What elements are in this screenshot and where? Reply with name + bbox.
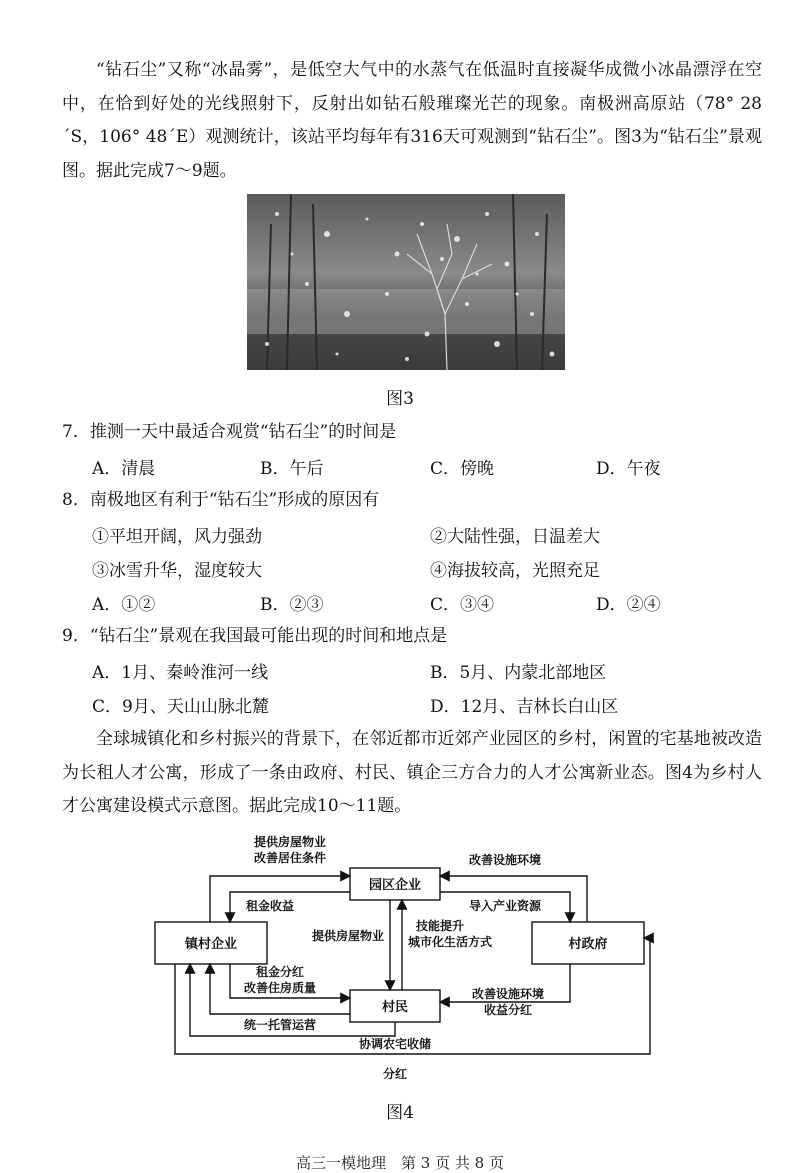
node-villagers: 村民 [381,999,409,1014]
label-import-resources: 导入产业资源 [468,899,542,913]
q9-option-c[interactable]: C．9月、天山山脉北麓 [92,697,269,717]
q9-option-b[interactable]: B．5月、内蒙北部地区 [430,663,607,683]
q7-option-d[interactable]: D．午夜 [596,459,661,479]
q8-option-b[interactable]: B．②③ [260,595,324,615]
q9-stem: 9．“钻石尘”景观在我国最可能出现的时间和地点是 [62,626,448,646]
label-unified-management: 统一托管运营 [243,1018,317,1032]
q9-option-a[interactable]: A．1月、秦岭淮河一线 [92,663,269,683]
label-revenue-dividend: 收益分红 [483,1003,533,1017]
label-improve-living: 改善居住条件 [253,851,327,865]
node-gov: 村政府 [568,936,608,951]
label-provide-property: 提供房屋物业 [253,835,327,849]
label-improve-facilities-top: 改善设施环境 [468,853,542,867]
label-improve-housing: 改善住房质量 [243,981,317,995]
label-improve-facilities-bottom: 改善设施环境 [471,987,545,1001]
q9-option-d[interactable]: D．12月、吉林长白山区 [430,697,619,717]
figure3-caption: 图3 [386,389,414,409]
label-provide-property-center: 提供房屋物业 [311,929,385,943]
q8-option-a[interactable]: A．①② [92,595,156,615]
q8-option-c[interactable]: C．③④ [430,595,495,615]
diamond-dust-photo-art [247,194,565,370]
intro-paragraph-diamond-dust: “钻石尘”又称“冰晶雾”，是低空大气中的水蒸气在低温时直接凝华成微小冰晶漂浮在空中，在恰到好处的光线照射下，反射出如钻石般璀璨光芒的现象。南极洲高原站（78° 28´S，106° 48´E）观测统计，该站平均每年有316天可观测到“钻石尘”。图3为“钻石尘”景观图。据此完成7～9题。 [62,60,762,181]
q7-stem: 7．推测一天中最适合观赏“钻石尘”的时间是 [62,422,397,442]
label-urban-lifestyle: 城市化生活方式 [407,935,493,949]
q8-stem: 8．南极地区有利于“钻石尘”形成的原因有 [62,490,380,510]
q8-statement-4: ④海拔较高，光照充足 [430,561,600,581]
q7-option-b[interactable]: B．午后 [260,459,324,479]
page-footer: 高三一模地理 第 3 页 共 8 页 [296,1154,504,1172]
q8-statement-1: ①平坦开阔，风力强劲 [92,527,262,547]
q7-option-c[interactable]: C．傍晚 [430,459,495,479]
label-dividend: 分红 [382,1067,408,1081]
q7-option-a[interactable]: A．清晨 [92,459,156,479]
node-park: 园区企业 [368,877,422,892]
figure4-caption: 图4 [386,1103,414,1123]
talent-apartment-diagram [150,826,670,1088]
intro-paragraph-talent-apartment: 全球城镇化和乡村振兴的背景下，在邻近都市近郊产业园区的乡村，闲置的宅基地被改造为长租人才公寓，形成了一条由政府、村民、镇企三方合力的人才公寓新业态。图4为乡村人才公寓建设模式示意图。据此完成10～11题。 [62,729,762,816]
label-rent-income: 租金收益 [245,899,295,913]
q8-statement-2: ②大陆性强，日温差大 [430,527,600,547]
label-coordinate-storage: 协调农宅收储 [358,1037,432,1051]
node-town: 镇村企业 [184,936,238,951]
q8-statement-3: ③冰雪升华，湿度较大 [92,561,262,581]
diamond-dust-photo [247,194,565,370]
label-skill-upgrade: 技能提升 [415,919,465,933]
label-rent-dividend: 租金分红 [255,965,305,979]
q8-option-d[interactable]: D．②④ [596,595,661,615]
